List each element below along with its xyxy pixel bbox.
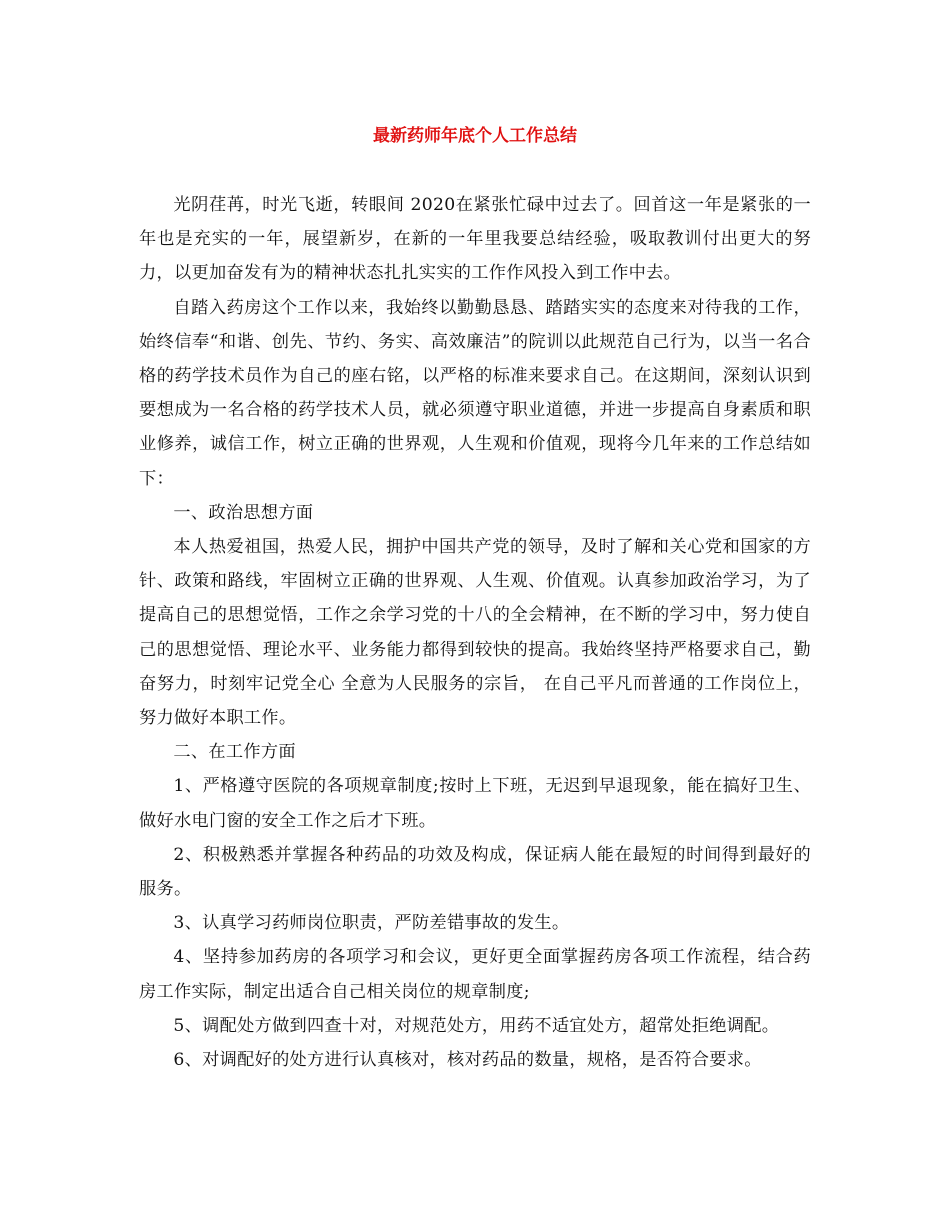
list-item-1: 1、严格遵守医院的各项规章制度;按时上下班，无迟到早退现象，能在搞好卫生、做好水电门窗的安全工作之后才下班。 [139, 776, 811, 831]
section-heading-work: 二、在工作方面 [173, 742, 296, 763]
list-item-6: 6、对调配好的处方进行认真核对，核对药品的数量，规格，是否符合要求。 [173, 1050, 762, 1071]
list-item-5: 5、调配处方做到四查十对，对规范处方，用药不适宜处方，超常处拒绝调配。 [173, 1015, 780, 1036]
list-item-4: 4、坚持参加药房的各项学习和会议，更好更全面掌握药房各项工作流程，结合药房工作实际，制定出适合自己相关岗位的规章制度; [139, 947, 811, 1002]
paragraph-politics: 本人热爱祖国，热爱人民，拥护中国共产党的领导，及时了解和关心党和国家的方针、政策和路线，牢固树立正确的世界观、人生观、价值观。认真参加政治学习，为了提高自己的思想觉悟，工作之余学习党的十八的全会精神，在不断的学习中，努力使自己的思想觉悟、理论水平、业务能力都得到较快的提高。我始终坚持严格要求自己，勤奋努力，时刻牢记党全心 全意为人民服务的宗旨， 在自己平凡而普通的工作岗位上，努力做好本职工作。 [139, 537, 811, 729]
document-body [139, 188, 811, 1077]
document-title: 最新药师年底个人工作总结 [373, 126, 577, 146]
paragraph-intro: 光阴荏苒，时光飞逝，转眼间 2020在紧张忙碌中过去了。回首这一年是紧张的一年也是充实的一年，展望新岁，在新的一年里我要总结经验，吸取教训付出更大的努力，以更加奋发有为的精神状态扎扎实实的工作作风投入到工作中去。 [139, 195, 811, 284]
section-heading-politics: 一、政治思想方面 [173, 502, 314, 523]
list-item-2: 2、积极熟悉并掌握各种药品的功效及构成，保证病人能在最短的时间得到最好的服务。 [139, 844, 811, 900]
paragraph-attitude: 自踏入药房这个工作以来，我始终以勤勤恳恳、踏踏实实的态度来对待我的工作，始终信奉“和谐、创先、节约、务实、高效廉洁”的院训以此规范自己行为，以当一名合格的药学技术员作为自己的座右铭，以严格的标准来要求自己。在这期间，深刻认识到要想成为一名合格的药学技术人员，就必须遵守职业道德，并进一步提高自身素质和职业修养，诚信工作，树立正确的世界观，人生观和价值观，现将今几年来的工作总结如下： [139, 297, 811, 489]
list-item-3: 3、认真学习药师岗位职责，严防差错事故的发生。 [173, 913, 570, 934]
